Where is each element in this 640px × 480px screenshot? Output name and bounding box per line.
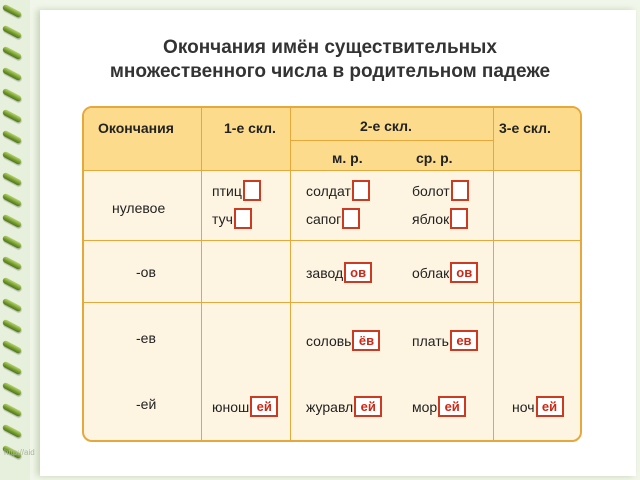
ending-ov: -ов: [136, 264, 156, 280]
column-divider: [290, 108, 291, 440]
word-stem: облак: [412, 264, 450, 281]
ending-box: [451, 180, 469, 201]
binding-coil: [2, 361, 22, 376]
ending-ev: -ев: [136, 330, 156, 346]
binding-coil: [2, 277, 22, 292]
binding-coil: [2, 130, 22, 145]
watermark-text: http://aid: [4, 448, 35, 457]
binding-coil: [2, 109, 22, 124]
title-line-2: множественного числа в родительном падеже: [109, 61, 551, 82]
word-item: [212, 396, 278, 417]
binding-coil: [2, 424, 22, 439]
binding-coil: [2, 298, 22, 313]
header-masculine: м. р.: [332, 150, 363, 166]
binding-coil: [2, 151, 22, 166]
ending-box: [243, 180, 261, 201]
binding-coil: [2, 319, 22, 334]
word-stem: птиц: [212, 182, 242, 199]
ending-box: [342, 208, 360, 229]
ending-box: ей: [354, 396, 382, 417]
word-stem: солдат: [306, 182, 351, 199]
word-item: [512, 396, 564, 417]
header-decl1: 1-е скл.: [224, 120, 276, 136]
binding-coil: [2, 256, 22, 271]
word-item: [306, 180, 370, 201]
binding-coil: [2, 4, 22, 19]
binding-coil: [2, 88, 22, 103]
row-divider: [84, 302, 580, 303]
ending-box: ей: [438, 396, 466, 417]
word-stem: завод: [306, 264, 344, 281]
column-divider: [201, 108, 202, 440]
word-item: [412, 180, 469, 201]
binding-coil: [2, 340, 22, 355]
binding-coil: [2, 214, 22, 229]
binding-coil: [2, 172, 22, 187]
header-decl3: 3-е скл.: [499, 120, 551, 136]
header-endings: Окончания: [98, 120, 174, 136]
ending-box: [234, 208, 252, 229]
ending-ey: -ей: [136, 396, 157, 412]
ending-box: ов: [344, 262, 372, 283]
binding-coil: [2, 403, 22, 418]
word-stem: болот: [412, 182, 450, 199]
binding-coil: [2, 25, 22, 40]
ending-box: [352, 180, 370, 201]
header-decl2: 2-е скл.: [360, 118, 412, 134]
endings-table: [82, 106, 582, 442]
word-item: [412, 208, 468, 229]
word-item: [412, 262, 478, 283]
title-line-1: Окончания имён существительных: [163, 37, 497, 58]
word-stem: мор: [412, 398, 438, 415]
spiral-binding: [0, 0, 30, 480]
binding-coil: [2, 382, 22, 397]
column-divider: [493, 108, 494, 440]
word-stem: плать: [412, 332, 449, 349]
word-stem: яблок: [412, 210, 450, 227]
binding-coil: [2, 67, 22, 82]
word-item: [212, 180, 261, 201]
binding-coil: [2, 235, 22, 250]
word-item: [306, 262, 372, 283]
ending-box: ов: [450, 262, 478, 283]
binding-coil: [2, 46, 22, 61]
word-item: [212, 208, 252, 229]
row-divider: [84, 170, 580, 171]
word-item: [306, 396, 382, 417]
row-divider: [84, 240, 580, 241]
word-stem: ноч: [512, 398, 535, 415]
word-item: [412, 396, 466, 417]
ending-box: ев: [450, 330, 478, 351]
page-title: [60, 36, 600, 84]
binding-coil: [2, 193, 22, 208]
word-stem: юнош: [212, 398, 250, 415]
ending-box: [450, 208, 468, 229]
word-stem: сапог: [306, 210, 342, 227]
ending-box: ёв: [352, 330, 380, 351]
word-stem: туч: [212, 210, 233, 227]
header-subdivider: [290, 140, 493, 141]
header-neuter: ср. р.: [416, 150, 453, 166]
word-item: [306, 330, 380, 351]
word-item: [412, 330, 478, 351]
word-stem: соловь: [306, 332, 352, 349]
ending-zero: нулевое: [112, 200, 166, 216]
ending-box: ей: [250, 396, 278, 417]
ending-box: ей: [536, 396, 564, 417]
word-item: [306, 208, 360, 229]
word-stem: журавл: [306, 398, 354, 415]
